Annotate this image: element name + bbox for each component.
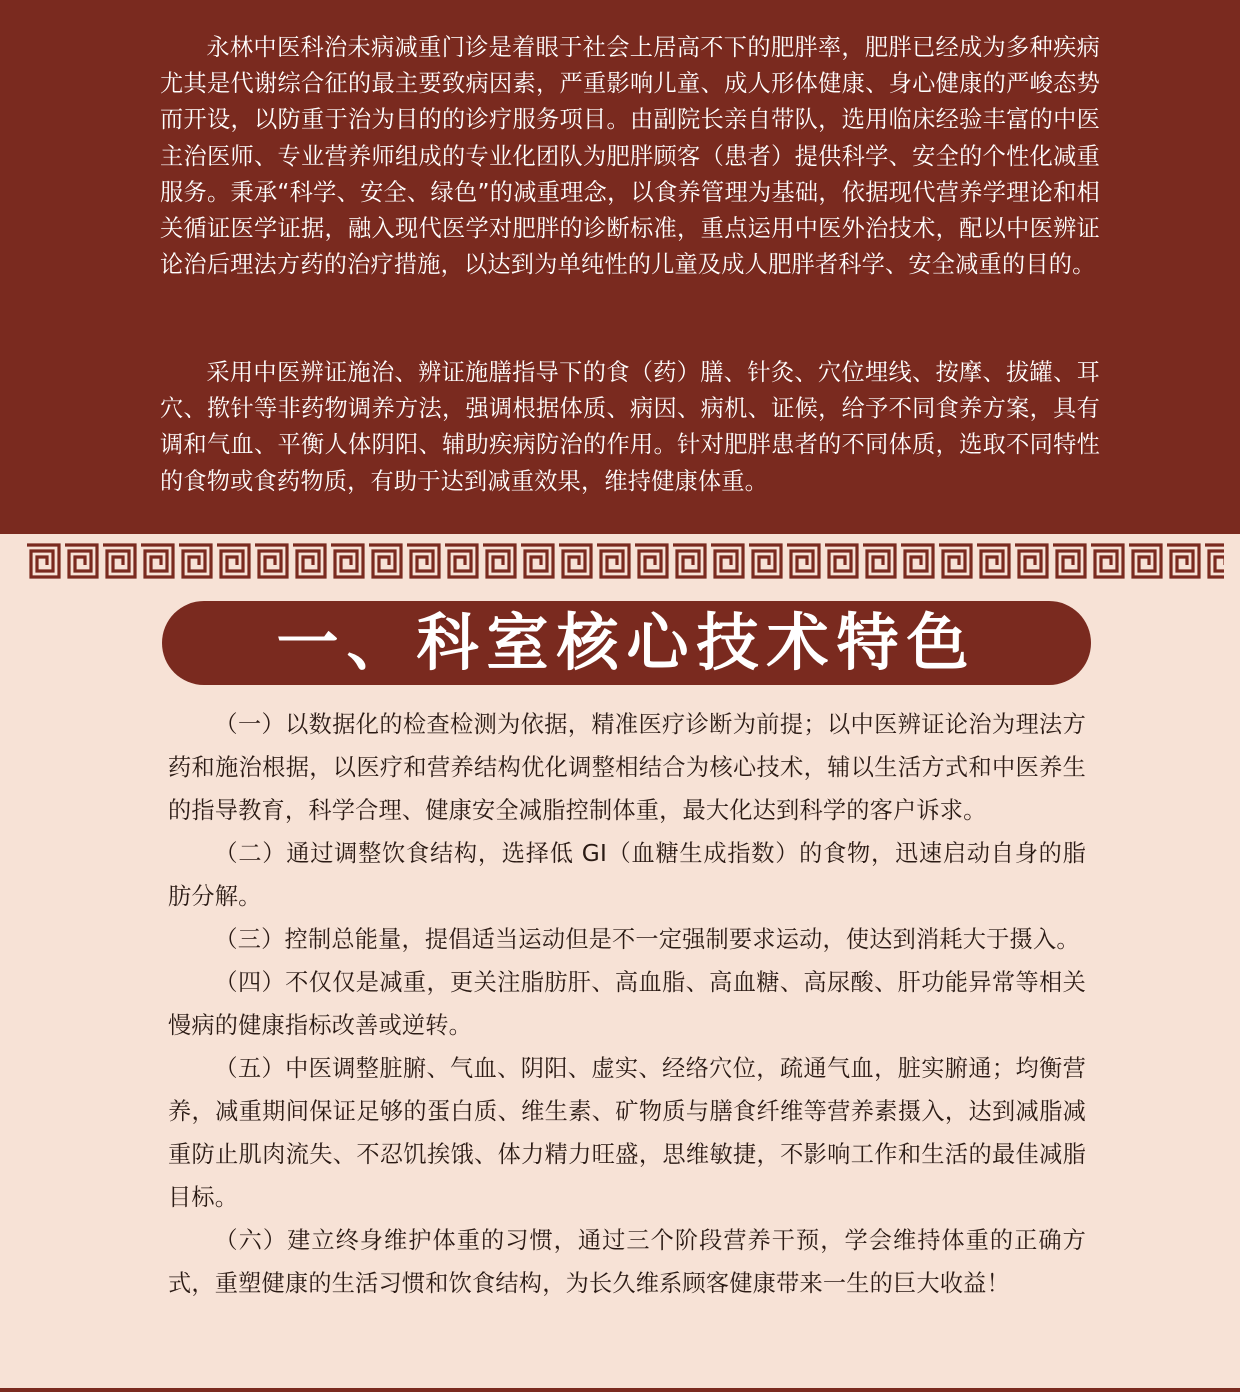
section-title: 一、科室核心技术特色 xyxy=(276,606,977,679)
feature-item-3: （三）控制总能量，提倡适当运动但是不一定强制要求运动，使达到消耗大于摄入。 xyxy=(214,926,1080,953)
feature-item-2: （二）通过调整饮食结构，选择低 GI（血糖生成指数）的食物，迅速启动自身的脂肪分解。 xyxy=(168,840,1086,910)
bottom-divider xyxy=(0,1388,1240,1392)
intro-paragraph-1: 永林中医科治未病减重门诊是着眼于社会上居高不下的肥胖率，肥胖已经成为多种疾病尤其是代谢综合征的最主要致病因素，严重影响儿童、成人形体健康、身心健康的严峻态势而开设，以防重于治为目的的诊疗服务项目。由副院长亲自带队，选用临床经验丰富的中医主治医师、专业营养师组成的专业化团队为肥胖顾客（患者）提供科学、安全的个性化减重服务。秉承“科学、安全、绿色”的减重理念，以食养管理为基础，依据现代营养学理论和相关循证医学证据，融入现代医学对肥胖的诊断标准，重点运用中医外治技术，配以中医辨证论治后理法方药的治疗措施，以达到为单纯性的儿童及成人肥胖者科学、安全减重的目的。 xyxy=(160,34,1100,279)
meander-border xyxy=(24,541,1224,581)
intro-paragraph-2: 采用中医辨证施治、辨证施膳指导下的食（药）膳、针灸、穴位埋线、按摩、拔罐、耳穴、揿针等非药物调养方法，强调根据体质、病因、病机、证候，给予不同食养方案，具有调和气血、平衡人体阴阳、辅助疾病防治的作用。针对肥胖患者的不同体质，选取不同特性的食物或食药物质，有助于达到减重效果，维持健康体重。 xyxy=(160,359,1100,495)
intro-panel xyxy=(0,0,1240,534)
feature-list xyxy=(168,703,1086,1305)
feature-item-6: （六）建立终身维护体重的习惯，通过三个阶段营养干预，学会维持体重的正确方式，重塑健康的生活习惯和饮食结构，为长久维系顾客健康带来一生的巨大收益！ xyxy=(168,1227,1086,1297)
feature-item-4: （四）不仅仅是减重，更关注脂肪肝、高血脂、高血糖、高尿酸、肝功能异常等相关慢病的健康指标改善或逆转。 xyxy=(168,969,1086,1039)
feature-item-1: （一）以数据化的检查检测为依据，精准医疗诊断为前提；以中医辨证论治为理法方药和施治根据，以医疗和营养结构优化调整相结合为核心技术，辅以生活方式和中医养生的指导教育，科学合理、健康安全减脂控制体重，最大化达到科学的客户诉求。 xyxy=(168,711,1086,824)
section-title-banner xyxy=(162,601,1091,685)
feature-item-5: （五）中医调整脏腑、气血、阴阳、虚实、经络穴位，疏通气血，脏实腑通；均衡营养，减重期间保证足够的蛋白质、维生素、矿物质与膳食纤维等营养素摄入，达到减脂减重防止肌肉流失、不忍饥挨饿、体力精力旺盛，思维敏捷，不影响工作和生活的最佳减脂目标。 xyxy=(168,1055,1086,1211)
